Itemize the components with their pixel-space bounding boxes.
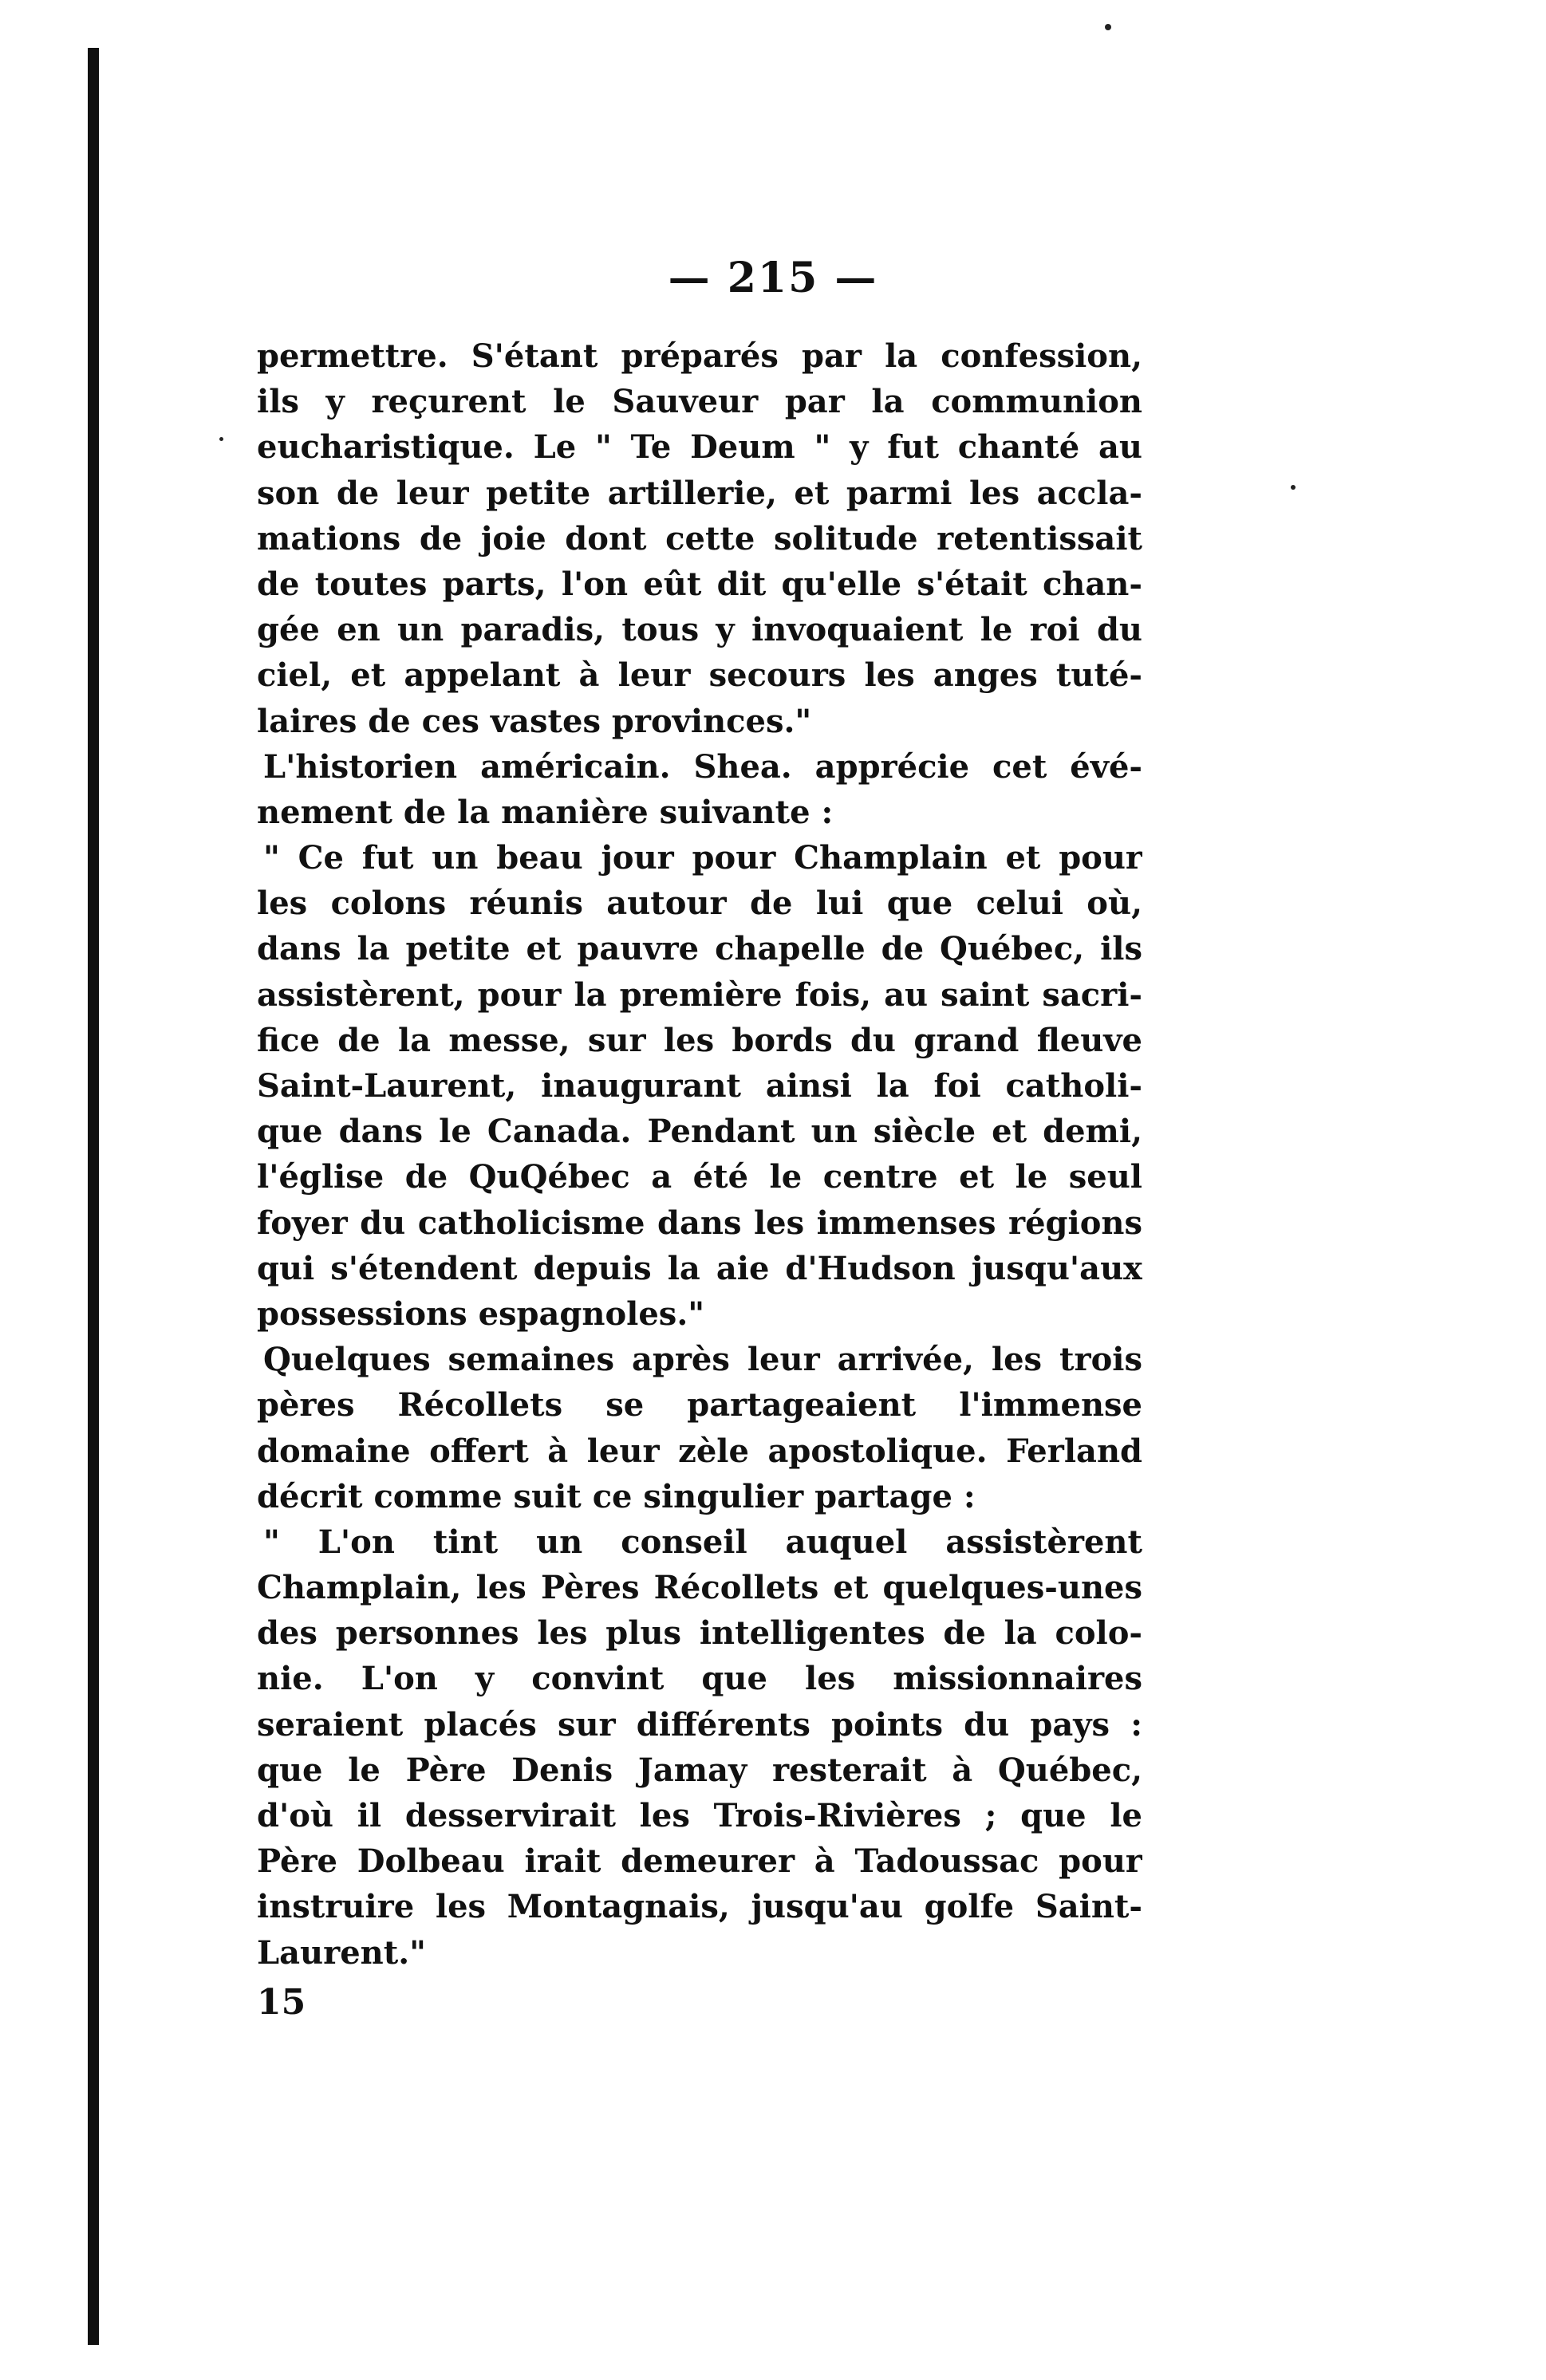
text-line: laires de ces vastes provinces." bbox=[257, 702, 812, 740]
text-line: instruire les Montagnais, jusqu'au golfe Saint- bbox=[257, 1888, 1142, 1926]
text-line: les colons réunis autour de lui que celui où, bbox=[257, 885, 1142, 923]
body-text bbox=[257, 333, 1142, 2027]
text-line: pères Récollets se partageaient l'immense bbox=[257, 1386, 1142, 1424]
text-line: ils y reçurent le Sauveur par la communion bbox=[257, 383, 1142, 421]
text-line: domaine offert à leur zèle apostolique. Ferland bbox=[257, 1432, 1142, 1470]
text-line: eucharistique. Le " Te Deum " y fut chanté au bbox=[257, 428, 1142, 467]
text-line: seraient placés sur différents points du pays : bbox=[257, 1705, 1142, 1744]
text-line: permettre. S'étant préparés par la confession, bbox=[257, 337, 1142, 375]
scan-speck bbox=[219, 437, 223, 441]
text-line: nie. L'on y convint que les missionnaires bbox=[257, 1660, 1142, 1698]
text-line: fice de la messe, sur les bords du grand fleuve bbox=[257, 1021, 1142, 1059]
text-line: " L'on tint un conseil auquel assistèrent bbox=[263, 1523, 1142, 1561]
text-line: son de leur petite artillerie, et parmi les accla- bbox=[257, 474, 1142, 512]
scan-speck bbox=[1105, 24, 1111, 30]
text-line: des personnes les plus intelligentes de la colo- bbox=[257, 1614, 1142, 1653]
text-line: que le Père Denis Jamay resterait à Québec, bbox=[257, 1751, 1142, 1789]
text-line: mations de joie dont cette solitude retentissait bbox=[257, 519, 1142, 558]
text-line: Quelques semaines après leur arrivée, les trois bbox=[263, 1341, 1142, 1379]
text-line: d'où il desservirait les Trois-Rivières ; que le bbox=[257, 1797, 1142, 1834]
signature-mark: 15 bbox=[257, 1981, 306, 2023]
text-line: Champlain, les Pères Récollets et quelques-unes bbox=[257, 1569, 1142, 1607]
text-line: de toutes parts, l'on eût dit qu'elle s'était chan- bbox=[257, 565, 1142, 603]
text-line: L'historien américain. Shea. apprécie cet évé- bbox=[263, 747, 1142, 786]
text-line: ciel, et appelant à leur secours les anges tuté- bbox=[257, 656, 1142, 695]
text-line: " Ce fut un beau jour pour Champlain et pour bbox=[263, 839, 1142, 877]
text-line: nement de la manière suivante : bbox=[257, 793, 834, 831]
text-line: assistèrent, pour la première fois, au saint sacri- bbox=[257, 975, 1142, 1014]
text-line: possessions espagnoles." bbox=[257, 1294, 705, 1333]
text-line: qui s'étendent depuis la aie d'Hudson jusqu'aux bbox=[257, 1249, 1142, 1287]
text-line: l'église de QuQébec a été le centre et le seul bbox=[257, 1158, 1142, 1196]
text-line: que dans le Canada. Pendant un siècle et demi, bbox=[257, 1113, 1142, 1151]
scan-speck bbox=[1291, 485, 1296, 490]
page-edge-rule bbox=[88, 48, 99, 2345]
text-line: foyer du catholicisme dans les immenses régions bbox=[257, 1204, 1142, 1242]
text-line: dans la petite et pauvre chapelle de Québec, ils bbox=[257, 930, 1142, 968]
text-line: gée en un paradis, tous y invoquaient le roi du bbox=[257, 611, 1142, 649]
page-number: — 215 — bbox=[668, 254, 878, 302]
text-line: Père Dolbeau irait demeurer à Tadoussac pour bbox=[257, 1842, 1142, 1881]
text-line: Saint-Laurent, inaugurant ainsi la foi catholi- bbox=[257, 1067, 1142, 1105]
text-line: Laurent." bbox=[257, 1933, 426, 1972]
text-line: décrit comme suit ce singulier partage : bbox=[257, 1477, 976, 1515]
